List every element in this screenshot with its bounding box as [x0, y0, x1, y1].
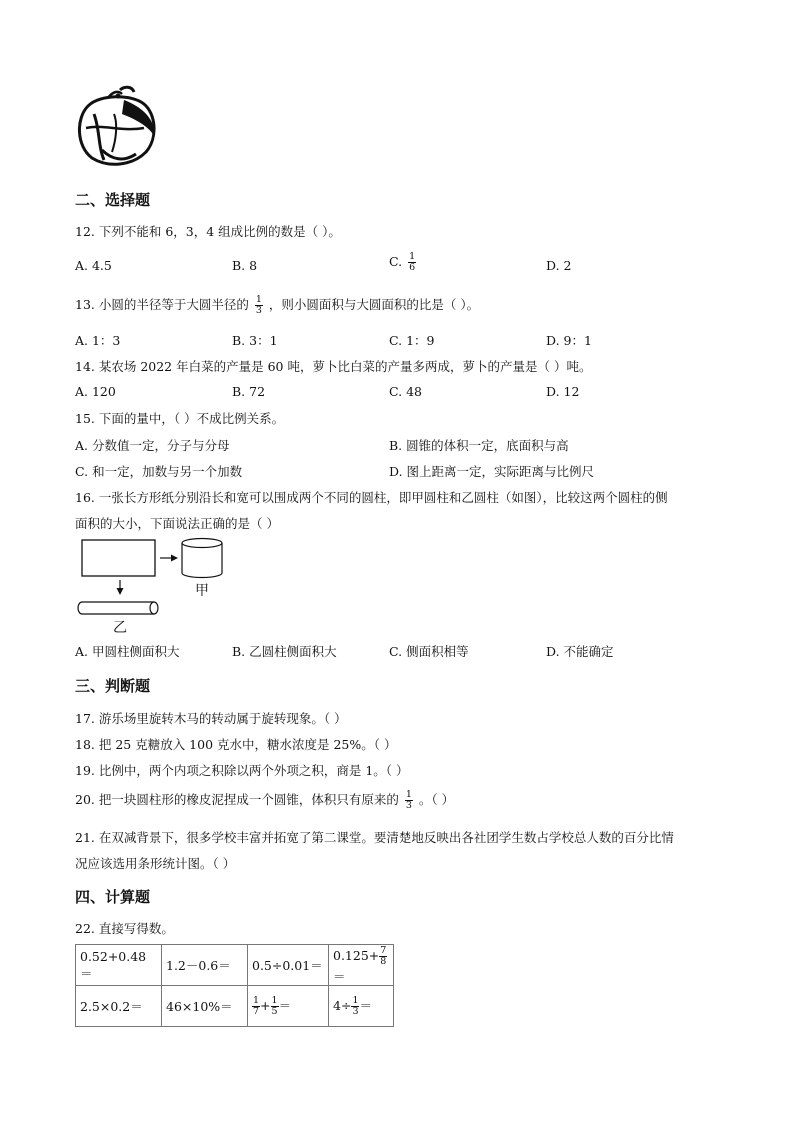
question-12-stem: 12. 下列不能和 6，3，4 组成比例的数是（ ）。 — [75, 224, 341, 239]
calc-cell — [329, 945, 394, 986]
calc-text: ＝ — [333, 968, 346, 984]
question-14-stem: 14. 某农场 2022 年白菜的产量是 60 吨，萝卜比白菜的产量多两成，萝卜的产量是（ ）吨。 — [75, 359, 592, 374]
table-row — [76, 945, 394, 986]
q13-stem-before: 13. 小圆的半径等于大圆半径的 — [75, 297, 249, 312]
fraction-numerator: 7 — [380, 944, 387, 956]
question-21-line2: 况应该选用条形统计图。（ ） — [75, 856, 236, 871]
q16-option-b[interactable]: B. 乙圆柱侧面积大 — [232, 644, 337, 659]
logo-icon — [74, 84, 160, 170]
fraction-numerator: 1 — [253, 994, 260, 1006]
fraction-numerator: 1 — [405, 789, 412, 800]
question-17: 17. 游乐场里旋转木马的转动属于旋转现象。（ ） — [75, 711, 347, 726]
cylinder-jia-bottom — [182, 573, 222, 578]
fraction-denominator: 7 — [253, 1005, 260, 1017]
q12-option-a[interactable]: A. 4.5 — [75, 258, 112, 273]
q13-option-d[interactable]: D. 9：1 — [546, 333, 592, 348]
q15-option-d[interactable]: D. 图上距离一定，实际距离与比例尺 — [389, 464, 595, 479]
calc-text: + — [260, 997, 271, 1013]
section-heading-choice: 二、选择题 — [75, 191, 151, 209]
question-22-stem: 22. 直接写得数。 — [75, 921, 174, 936]
calc-table — [75, 944, 394, 1027]
fraction-denominator: 3 — [352, 1005, 359, 1017]
calc-fraction — [252, 996, 260, 1017]
calc-cell: 2.5×0.2＝ — [76, 986, 162, 1027]
q13-option-b[interactable]: B. 3：1 — [232, 333, 278, 348]
q14-option-c[interactable]: C. 48 — [389, 384, 422, 399]
arrow-right-head — [171, 555, 178, 562]
question-21-line1: 21. 在双减背景下，很多学校丰富并拓宽了第二课堂。要清楚地反映出各社团学生数占学校总人数的百分比情 — [75, 830, 674, 845]
calc-cell — [329, 986, 394, 1027]
fraction-denominator: 3 — [255, 305, 262, 316]
cylinder-yi-left-end — [78, 602, 82, 614]
q20-fraction — [405, 790, 413, 811]
q12-option-c[interactable] — [389, 252, 418, 273]
q15-option-c[interactable]: C. 和一定，加数与另一个加数 — [75, 464, 243, 479]
calc-text: 0.125+ — [333, 947, 380, 963]
q15-option-b[interactable]: B. 圆锥的体积一定，底面积与高 — [389, 438, 569, 453]
calc-cell: 46×10%＝ — [162, 986, 248, 1027]
q12-option-c-prefix: C. — [389, 254, 403, 269]
paper-rectangle — [82, 540, 155, 576]
cylinder-jia-top — [182, 539, 222, 548]
fraction-numerator: 1 — [255, 294, 262, 305]
q20-after: 。（ ） — [418, 792, 455, 807]
question-18: 18. 把 25 克糖放入 100 克水中，糖水浓度是 25%。（ ） — [75, 737, 397, 752]
fraction-numerator: 1 — [271, 994, 278, 1006]
q14-option-a[interactable]: A. 120 — [75, 384, 116, 399]
calc-fraction — [271, 996, 279, 1017]
question-16-stem-line2: 面积的大小，下面说法正确的是（ ） — [75, 516, 279, 531]
fraction-numerator: 1 — [409, 251, 416, 262]
q16-option-d[interactable]: D. 不能确定 — [546, 644, 614, 659]
q13-option-c[interactable]: C. 1：9 — [389, 333, 435, 348]
calc-cell: 0.5÷0.01＝ — [248, 945, 329, 986]
q14-option-d[interactable]: D. 12 — [546, 384, 580, 399]
q13-option-a[interactable]: A. 1：3 — [75, 333, 121, 348]
calc-fraction — [379, 946, 387, 967]
section-heading-calc: 四、计算题 — [75, 888, 151, 906]
cylinder-diagram — [74, 536, 234, 636]
fraction-denominator: 5 — [271, 1005, 278, 1017]
calc-text: ＝ — [278, 997, 292, 1013]
q14-option-b[interactable]: B. 72 — [232, 384, 266, 399]
question-19: 19. 比例中，两个内项之积除以两个外项之积，商是 1。（ ） — [75, 763, 409, 778]
calc-cell: 1.2－0.6＝ — [162, 945, 248, 986]
cylinder-yi-right-end — [150, 602, 158, 614]
label-jia: 甲 — [195, 583, 209, 599]
fraction-denominator: 6 — [409, 262, 416, 273]
question-15-stem: 15. 下面的量中，（ ）不成比例关系。 — [75, 411, 285, 426]
arrow-down-head — [117, 588, 124, 595]
q13-fraction — [255, 295, 263, 316]
section-heading-judge: 三、判断题 — [75, 677, 151, 695]
q12-option-b[interactable]: B. 8 — [232, 258, 258, 273]
calc-cell — [248, 986, 329, 1027]
table-row — [76, 986, 394, 1027]
q16-option-c[interactable]: C. 侧面积相等 — [389, 644, 469, 659]
question-20 — [75, 790, 454, 811]
question-13-stem — [75, 295, 479, 316]
calc-text: 4÷ — [333, 997, 352, 1013]
fraction-denominator: 3 — [405, 800, 412, 811]
calc-cell: 0.52+0.48＝ — [76, 945, 162, 986]
q12-option-d[interactable]: D. 2 — [546, 258, 572, 273]
q12-option-c-fraction — [408, 252, 416, 273]
fraction-denominator: 8 — [380, 955, 387, 967]
question-16-stem-line1: 16. 一张长方形纸分别沿长和宽可以围成两个不同的圆柱，即甲圆柱和乙圆柱（如图），比较这两个圆柱的侧 — [75, 490, 668, 505]
label-yi: 乙 — [113, 620, 127, 636]
q16-option-a[interactable]: A. 甲圆柱侧面积大 — [75, 644, 180, 659]
q20-before: 20. 把一块圆柱形的橡皮泥捏成一个圆锥，体积只有原来的 — [75, 792, 399, 807]
calc-text: ＝ — [359, 997, 372, 1013]
q13-stem-after: ，则小圆面积与大圆面积的比是（ ）。 — [268, 297, 480, 312]
q15-option-a[interactable]: A. 分数值一定，分子与分母 — [75, 438, 230, 453]
fraction-numerator: 1 — [352, 994, 359, 1006]
